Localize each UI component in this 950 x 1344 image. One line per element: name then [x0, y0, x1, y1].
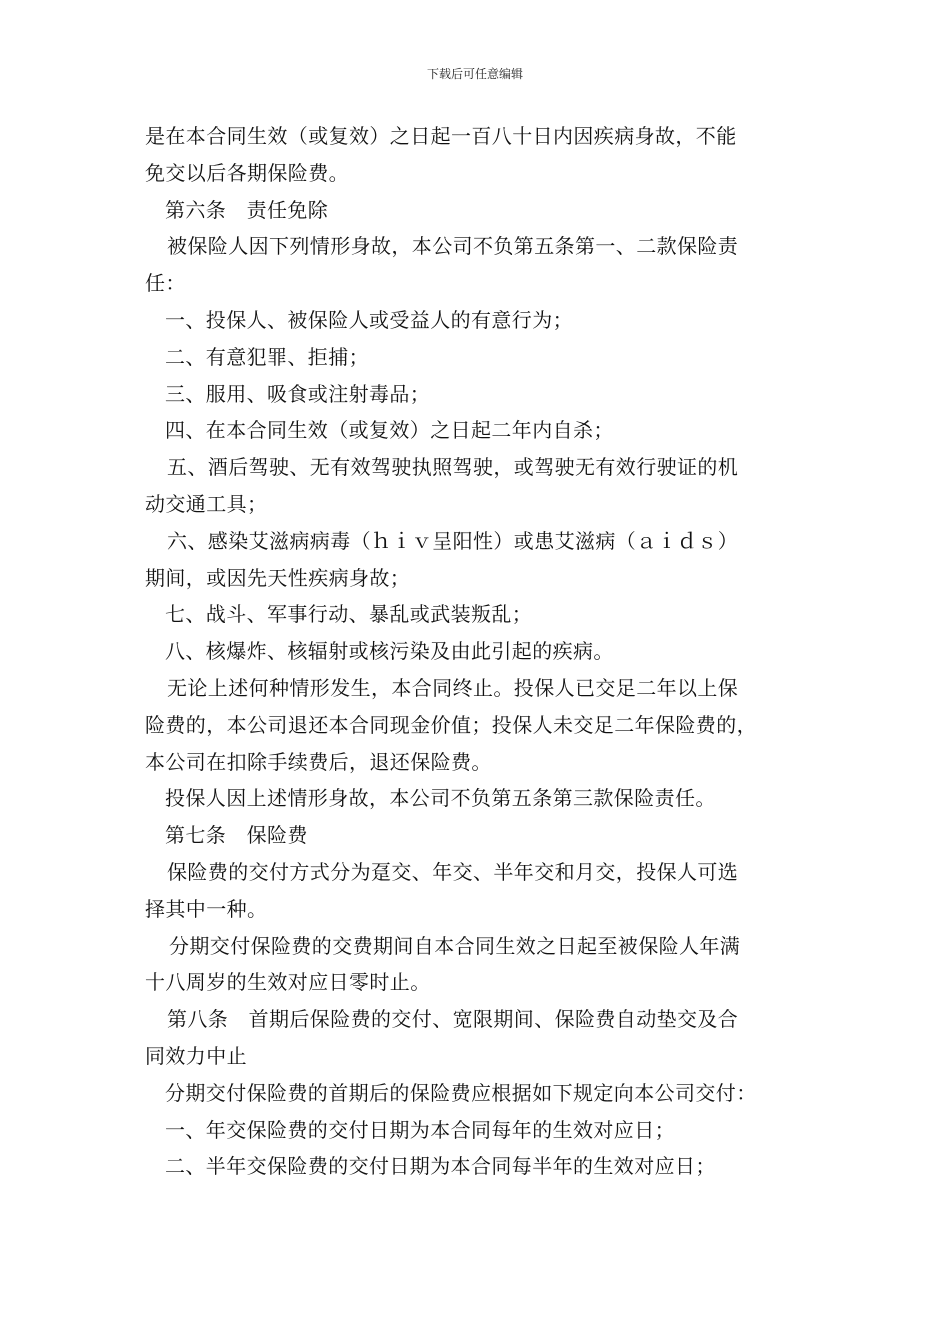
paragraph-line: 被保险人因下列情形身故，本公司不负第五条第一、二款保险责	[167, 234, 739, 259]
paragraph-line: 一、投保人、被保险人或受益人的有意行为；	[165, 307, 573, 332]
paragraph-line: 是在本合同生效（或复效）之日起一百八十日内因疾病身故，不能	[145, 124, 737, 148]
paragraph-line: 六、感染艾滋病病毒（ｈｉｖ呈阳性）或患艾滋病（ａｉｄｓ）	[167, 528, 739, 553]
paragraph-line: 免交以后各期保险费。	[145, 160, 349, 185]
paragraph-line: 第七条 保险费	[165, 823, 308, 848]
paragraph-line: 分期交付保险费的交费期间自本合同生效之日起至被保险人年满	[169, 933, 741, 958]
paragraph-line: 第八条 首期后保险费的交付、宽限期间、保险费自动垫交及合	[167, 1007, 739, 1032]
paragraph-line: 一、年交保险费的交付日期为本合同每年的生效对应日；	[165, 1117, 675, 1142]
paragraph-line: 八、核爆炸、核辐射或核污染及由此引起的疾病。	[165, 639, 614, 664]
paragraph-line: 无论上述何种情形发生，本合同终止。投保人已交足二年以上保	[167, 675, 739, 700]
paragraph-line: 同效力中止	[145, 1043, 247, 1068]
paragraph-line: 本公司在扣除手续费后，退还保险费。	[145, 749, 492, 774]
paragraph-line: 第六条 责任免除	[165, 197, 329, 222]
paragraph-line: 择其中一种。	[145, 896, 268, 921]
paragraph-line: 二、半年交保险费的交付日期为本合同每半年的生效对应日；	[165, 1154, 716, 1179]
paragraph-line: 保险费的交付方式分为趸交、年交、半年交和月交，投保人可选	[167, 859, 739, 884]
paragraph-line: 二、有意犯罪、拒捕；	[165, 344, 369, 369]
document-body	[145, 118, 835, 1185]
paragraph-line: 分期交付保险费的首期后的保险费应根据如下规定向本公司交付：	[165, 1080, 757, 1105]
paragraph-line: 十八周岁的生效对应日零时止。	[145, 970, 431, 995]
paragraph-line: 三、服用、吸食或注射毒品；	[165, 381, 431, 406]
paragraph-line: 动交通工具；	[145, 491, 268, 516]
paragraph-line: 四、在本合同生效（或复效）之日起二年内自杀；	[165, 418, 614, 443]
page-header: 下载后可任意编辑	[426, 67, 523, 81]
paragraph-line: 投保人因上述情形身故，本公司不负第五条第三款保险责任。	[165, 786, 716, 811]
paragraph-line: 五、酒后驾驶、无有效驾驶执照驾驶，或驾驶无有效行驶证的机	[167, 455, 739, 480]
paragraph-line: 险费的，本公司退还本合同现金价值；投保人未交足二年保险费的，	[145, 712, 757, 737]
paragraph-line: 任：	[145, 271, 186, 296]
paragraph-line: 期间，或因先天性疾病身故；	[145, 565, 411, 590]
paragraph-line: 七、战斗、军事行动、暴乱或武装叛乱；	[165, 602, 533, 627]
